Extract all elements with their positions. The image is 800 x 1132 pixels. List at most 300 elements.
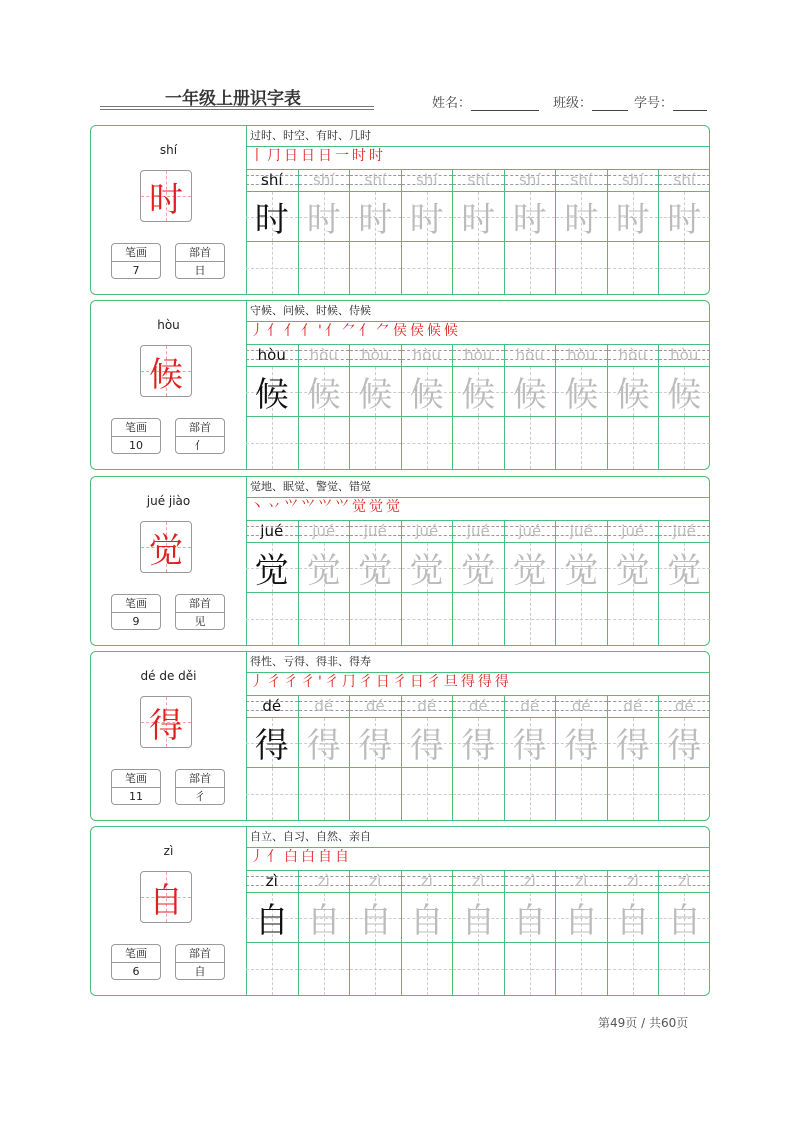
stroke-step: 自: [335, 849, 352, 865]
tian-grid: [402, 892, 453, 943]
pinyin-line-area: [556, 345, 607, 365]
guide-line: [633, 943, 634, 995]
blank-tian-grid: [350, 593, 401, 645]
pinyin-line-area: [453, 521, 504, 541]
practice-cell[interactable]: [246, 696, 298, 820]
practice-pinyin: jué: [260, 522, 284, 540]
character-card: [90, 300, 710, 470]
character-card: [90, 826, 710, 996]
pinyin-line-area: [556, 871, 607, 891]
tian-grid: [556, 892, 607, 943]
guide-line: [478, 943, 479, 995]
guide-line: [375, 242, 376, 294]
blank-tian-grid: [246, 417, 298, 469]
pinyin-line-area: [246, 871, 298, 891]
practice-cell[interactable]: [555, 345, 607, 469]
blank-tian-grid: [556, 593, 607, 645]
tian-grid: [659, 892, 710, 943]
practice-pinyin: shí: [622, 171, 644, 189]
page-number: 第49页 / 共60页: [598, 1016, 689, 1030]
title-underline: [100, 106, 374, 107]
guide-line: [427, 768, 428, 820]
pinyin-line-area: [505, 345, 556, 365]
blank-tian-grid: [659, 242, 710, 294]
practice-character: 候: [358, 375, 393, 415]
practice-character: 觉: [461, 551, 496, 591]
practice-grid: [246, 345, 710, 469]
guide-line: [427, 242, 428, 294]
divider: [246, 497, 709, 498]
stroke-step: 日: [301, 148, 318, 164]
stroke-count-value: 10: [129, 439, 143, 452]
pinyin-line-area: [556, 170, 607, 190]
practice-cell[interactable]: [452, 170, 504, 294]
practice-character: 得: [409, 726, 444, 766]
pinyin-line-area: [246, 696, 298, 716]
pinyin-line-area: [246, 345, 298, 365]
pinyin-line-area: [453, 871, 504, 891]
pinyin-line-area: [453, 170, 504, 190]
pinyin-line-area: [299, 170, 350, 190]
blank-tian-grid: [659, 768, 710, 820]
character-box: [140, 696, 192, 748]
tian-grid: [453, 717, 504, 768]
stroke-order: [250, 148, 386, 165]
name-blank[interactable]: [471, 96, 539, 111]
stroke-step: 丿: [250, 674, 267, 690]
guide-line: [375, 768, 376, 820]
divider: [246, 672, 709, 673]
stroke-step: 得: [460, 674, 478, 690]
practice-pinyin: zì: [678, 872, 691, 890]
blank-tian-grid: [608, 593, 659, 645]
practice-cell[interactable]: [298, 521, 350, 645]
guide-line: [633, 768, 634, 820]
guide-line: [324, 417, 325, 469]
tian-grid: [505, 191, 556, 242]
practice-pinyin: zì: [369, 872, 382, 890]
tian-grid: [246, 366, 298, 417]
tian-grid: [350, 542, 401, 593]
practice-pinyin: zì: [575, 872, 588, 890]
pinyin-line-area: [608, 345, 659, 365]
tian-grid: [556, 542, 607, 593]
pinyin-line-area: [659, 871, 710, 891]
class-field: [553, 92, 628, 111]
stroke-step: 丨: [250, 148, 267, 164]
pinyin-line-area: [556, 696, 607, 716]
practice-cell[interactable]: [298, 696, 350, 820]
practice-panel: [246, 126, 709, 294]
practice-pinyin: hòu: [412, 346, 441, 364]
practice-grid: [246, 170, 710, 294]
pinyin-line-area: [453, 345, 504, 365]
practice-panel: [246, 827, 709, 995]
blank-tian-grid: [659, 943, 710, 995]
stroke-step: 时: [369, 148, 386, 164]
guide-line: [478, 593, 479, 645]
practice-cell[interactable]: [401, 170, 453, 294]
pinyin-label: jué jiào: [146, 494, 191, 508]
practice-cell[interactable]: [658, 696, 710, 820]
blank-tian-grid: [608, 768, 659, 820]
tian-grid: [556, 366, 607, 417]
stroke-step: 彳日: [358, 674, 393, 690]
radical-box: [175, 418, 225, 454]
practice-character: 得: [512, 726, 547, 766]
radical-label: 部首: [176, 770, 224, 788]
practice-cell[interactable]: [246, 871, 298, 995]
practice-grid: [246, 696, 710, 820]
guide-line: [581, 768, 582, 820]
practice-pinyin: dé: [520, 697, 540, 715]
practice-cell[interactable]: [298, 345, 350, 469]
stroke-step: 丷: [267, 499, 284, 515]
character-info-panel: [91, 827, 247, 995]
number-field: [634, 92, 707, 111]
blank-tian-grid: [402, 417, 453, 469]
main-character: 觉: [149, 530, 183, 571]
stroke-count-value: 6: [132, 965, 140, 978]
pinyin-line-area: [402, 871, 453, 891]
tian-grid: [299, 191, 350, 242]
practice-character: 得: [615, 726, 650, 766]
practice-cell[interactable]: [658, 521, 710, 645]
practice-cell[interactable]: [504, 170, 556, 294]
practice-pinyin: hòu: [567, 346, 596, 364]
stroke-step: 亻⺈: [324, 323, 359, 339]
practice-character: 自: [615, 901, 650, 941]
tian-grid: [453, 191, 504, 242]
tian-grid: [402, 717, 453, 768]
guide-line: [375, 417, 376, 469]
practice-cell[interactable]: [349, 170, 401, 294]
tian-grid: [299, 366, 350, 417]
practice-pinyin: zì: [317, 872, 330, 890]
blank-tian-grid: [505, 768, 556, 820]
practice-cell[interactable]: [349, 521, 401, 645]
tian-grid: [659, 717, 710, 768]
practice-character: 自: [254, 901, 289, 941]
tian-grid: [350, 717, 401, 768]
word-examples: 守候、问候、时候、侍候: [250, 304, 371, 317]
tian-grid: [402, 366, 453, 417]
character-box: [140, 170, 192, 222]
guide-line: [478, 242, 479, 294]
practice-cell[interactable]: [298, 170, 350, 294]
practice-pinyin: jué: [312, 522, 336, 540]
practice-panel: [246, 652, 709, 820]
guide-line: [684, 768, 685, 820]
guide-line: [633, 593, 634, 645]
tian-grid: [505, 542, 556, 593]
practice-character: 觉: [615, 551, 650, 591]
divider: [246, 847, 709, 848]
practice-panel: [246, 477, 709, 645]
divider: [246, 321, 709, 322]
stroke-step: 得: [494, 674, 512, 690]
pinyin-line-area: [299, 345, 350, 365]
pinyin-label: dé de děi: [140, 669, 197, 683]
guide-line: [324, 242, 325, 294]
main-character: 时: [149, 179, 183, 220]
practice-pinyin: shí: [673, 171, 695, 189]
guide-line: [375, 943, 376, 995]
practice-pinyin: hòu: [257, 346, 286, 364]
tian-grid: [659, 191, 710, 242]
guide-line: [684, 593, 685, 645]
practice-pinyin: hòu: [618, 346, 647, 364]
practice-cell[interactable]: [607, 521, 659, 645]
stroke-step: 候: [443, 323, 461, 339]
pinyin-line-area: [350, 521, 401, 541]
practice-character: 候: [254, 375, 289, 415]
practice-cell[interactable]: [504, 521, 556, 645]
practice-cell[interactable]: [658, 871, 710, 995]
practice-character: 自: [409, 901, 444, 941]
pinyin-line-area: [350, 871, 401, 891]
stroke-count-box: [111, 944, 161, 980]
stroke-step: 丿: [250, 323, 267, 339]
practice-pinyin: hòu: [670, 346, 699, 364]
practice-character: 时: [667, 200, 702, 240]
blank-tian-grid: [299, 593, 350, 645]
guide-line: [581, 242, 582, 294]
practice-character: 时: [409, 200, 444, 240]
practice-character: 时: [615, 200, 650, 240]
divider: [246, 146, 709, 147]
stroke-count-label: 笔画: [112, 770, 160, 788]
practice-pinyin: shí: [416, 171, 438, 189]
stroke-order: [250, 323, 461, 340]
number-blank[interactable]: [673, 96, 707, 111]
tian-grid: [246, 191, 298, 242]
tian-grid: [608, 366, 659, 417]
tian-grid: [246, 717, 298, 768]
stroke-count-box: [111, 418, 161, 454]
practice-cell[interactable]: [452, 345, 504, 469]
practice-cell[interactable]: [349, 871, 401, 995]
pinyin-line-area: [350, 170, 401, 190]
guide-line: [375, 593, 376, 645]
blank-tian-grid: [505, 417, 556, 469]
tian-grid: [659, 542, 710, 593]
practice-cell[interactable]: [401, 871, 453, 995]
practice-pinyin: zì: [265, 872, 278, 890]
pinyin-line-area: [402, 521, 453, 541]
practice-pinyin: jué: [363, 522, 387, 540]
pinyin-label: hòu: [157, 318, 180, 332]
main-character: 候: [149, 354, 183, 395]
practice-character: 得: [254, 726, 289, 766]
practice-cell[interactable]: [555, 871, 607, 995]
tian-grid: [246, 542, 298, 593]
stroke-step: 亻': [301, 323, 325, 339]
character-box: [140, 871, 192, 923]
practice-cell[interactable]: [246, 345, 298, 469]
stroke-step: 侯: [392, 323, 410, 339]
practice-pinyin: jué: [518, 522, 542, 540]
practice-pinyin: zì: [523, 872, 536, 890]
practice-character: 得: [306, 726, 341, 766]
practice-cell[interactable]: [504, 871, 556, 995]
practice-cell[interactable]: [452, 696, 504, 820]
stroke-count-label: 笔画: [112, 945, 160, 963]
practice-cell[interactable]: [298, 871, 350, 995]
guide-line: [633, 417, 634, 469]
main-character: 自: [149, 880, 183, 921]
guide-line: [684, 417, 685, 469]
character-card: [90, 651, 710, 821]
guide-line: [684, 943, 685, 995]
practice-cell[interactable]: [349, 345, 401, 469]
blank-tian-grid: [299, 943, 350, 995]
pinyin-line-area: [453, 696, 504, 716]
stroke-step: 丶: [250, 499, 267, 515]
pinyin-line-area: [659, 345, 710, 365]
practice-cell[interactable]: [555, 696, 607, 820]
tian-grid: [350, 892, 401, 943]
character-info-panel: [91, 126, 247, 294]
guide-line: [272, 593, 273, 645]
practice-character: 候: [564, 375, 599, 415]
practice-cell[interactable]: [246, 521, 298, 645]
guide-line: [272, 417, 273, 469]
stroke-count-box: [111, 769, 161, 805]
stroke-step: ⺍: [318, 499, 335, 515]
guide-line: [530, 417, 531, 469]
pinyin-line-area: [608, 696, 659, 716]
tian-grid: [350, 366, 401, 417]
radical-label: 部首: [176, 419, 224, 437]
class-blank[interactable]: [592, 96, 628, 111]
character-box: [140, 521, 192, 573]
stroke-step: 日: [284, 148, 301, 164]
practice-pinyin: jué: [672, 522, 696, 540]
practice-cell[interactable]: [504, 345, 556, 469]
stroke-step: 亻⺈: [358, 323, 393, 339]
guide-line: [581, 943, 582, 995]
stroke-count-value: 7: [132, 264, 140, 277]
practice-pinyin: dé: [262, 697, 282, 715]
radical-box: [175, 594, 225, 630]
guide-line: [633, 242, 634, 294]
pinyin-line-area: [246, 170, 298, 190]
pinyin-line-area: [299, 871, 350, 891]
practice-character: 觉: [306, 551, 341, 591]
blank-tian-grid: [402, 593, 453, 645]
blank-tian-grid: [402, 943, 453, 995]
practice-cell[interactable]: [607, 871, 659, 995]
practice-pinyin: hòu: [464, 346, 493, 364]
page-header: [0, 0, 800, 120]
guide-line: [272, 768, 273, 820]
practice-cell[interactable]: [658, 345, 710, 469]
guide-line: [324, 768, 325, 820]
blank-tian-grid: [402, 768, 453, 820]
practice-character: 候: [512, 375, 547, 415]
tian-grid: [505, 366, 556, 417]
guide-line: [530, 242, 531, 294]
radical-value: 亻: [194, 439, 206, 452]
radical-box: [175, 243, 225, 279]
practice-pinyin: jué: [621, 522, 645, 540]
guide-line: [427, 593, 428, 645]
pinyin-line-area: [246, 521, 298, 541]
practice-cell[interactable]: [504, 696, 556, 820]
practice-cell[interactable]: [349, 696, 401, 820]
practice-character: 自: [358, 901, 393, 941]
pinyin-line-area: [556, 521, 607, 541]
practice-cell[interactable]: [246, 170, 298, 294]
blank-tian-grid: [350, 417, 401, 469]
stroke-step: 白: [301, 849, 318, 865]
stroke-count-label: 笔画: [112, 244, 160, 262]
practice-cell[interactable]: [607, 170, 659, 294]
guide-line: [530, 593, 531, 645]
tian-grid: [299, 717, 350, 768]
blank-tian-grid: [299, 242, 350, 294]
practice-character: 得: [461, 726, 496, 766]
practice-cell[interactable]: [401, 345, 453, 469]
stroke-step: 彳日: [392, 674, 427, 690]
practice-cell[interactable]: [452, 871, 504, 995]
pinyin-line-area: [350, 345, 401, 365]
practice-pinyin: zì: [626, 872, 639, 890]
practice-character: 候: [461, 375, 496, 415]
practice-cell[interactable]: [555, 521, 607, 645]
blank-tian-grid: [453, 943, 504, 995]
blank-tian-grid: [659, 593, 710, 645]
page-title: 一年级上册识字表: [165, 89, 301, 109]
tian-grid: [299, 892, 350, 943]
blank-tian-grid: [246, 242, 298, 294]
stroke-step: ⺍: [284, 499, 301, 515]
practice-cell[interactable]: [607, 345, 659, 469]
tian-grid: [505, 892, 556, 943]
blank-tian-grid: [608, 417, 659, 469]
tian-grid: [608, 542, 659, 593]
practice-cell[interactable]: [401, 521, 453, 645]
practice-pinyin: zì: [472, 872, 485, 890]
stroke-step: 自: [318, 849, 335, 865]
character-card: [90, 476, 710, 646]
practice-character: 候: [615, 375, 650, 415]
blank-tian-grid: [505, 242, 556, 294]
practice-cell[interactable]: [401, 696, 453, 820]
tian-grid: [402, 191, 453, 242]
practice-cell[interactable]: [658, 170, 710, 294]
blank-tian-grid: [299, 417, 350, 469]
pinyin-line-area: [505, 871, 556, 891]
pinyin-line-area: [608, 521, 659, 541]
practice-character: 觉: [409, 551, 444, 591]
practice-cell[interactable]: [607, 696, 659, 820]
tian-grid: [453, 892, 504, 943]
character-info-panel: [91, 477, 247, 645]
practice-character: 觉: [512, 551, 547, 591]
blank-tian-grid: [556, 242, 607, 294]
blank-tian-grid: [246, 943, 298, 995]
radical-label: 部首: [176, 244, 224, 262]
blank-tian-grid: [350, 943, 401, 995]
practice-cell[interactable]: [555, 170, 607, 294]
practice-cell[interactable]: [452, 521, 504, 645]
stroke-step: 觉: [352, 499, 369, 515]
tian-grid: [350, 191, 401, 242]
practice-pinyin: shí: [570, 171, 592, 189]
blank-tian-grid: [659, 417, 710, 469]
